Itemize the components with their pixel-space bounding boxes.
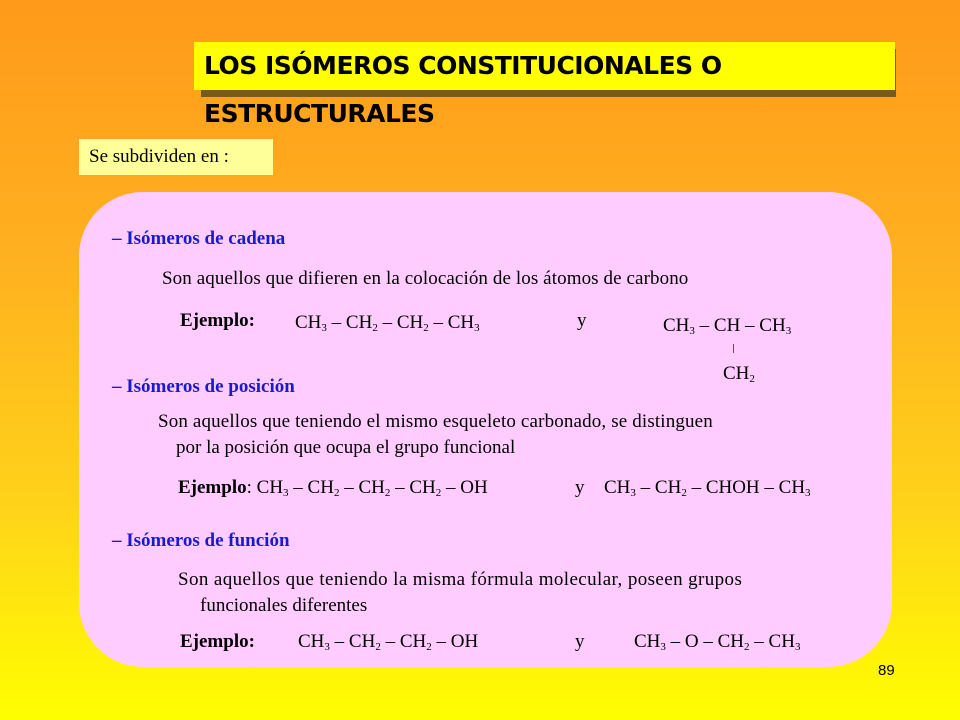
page-title: LOS ISÓMEROS CONSTITUCIONALES O ESTRUCTURALES [194, 42, 895, 90]
funcion-formula-b: $CH_3$ – O – $CH_2 - CH_3$ [634, 631, 801, 653]
section-posicion-example-label: Ejemplo [178, 477, 247, 498]
section-funcion-description-line2: funcionales diferentes [200, 595, 368, 616]
section-cadena-title: Isómeros de cadena [126, 228, 286, 249]
dash-bullet: – [112, 228, 122, 249]
section-posicion-heading [112, 376, 295, 398]
example-colon: : [246, 477, 252, 498]
cadena-formula-a: $CH_3 - CH_2 - CH_2 - CH_3$ [295, 312, 480, 334]
cadena-formula-b-branch: $CH_2$ [723, 363, 755, 385]
section-posicion-description-line1: Son aquellos que teniendo el mismo esqueleto carbonado, se distinguen [158, 411, 713, 432]
section-posicion-title: Isómeros de posición [126, 376, 295, 397]
posicion-formula-b: $CH_3 - CH_2$ – CHOH – $CH_3$ [604, 477, 811, 499]
posicion-example-row: Ejemplo: $CH_3 - CH_2 - CH_2 - CH_2$ – OH [178, 477, 488, 499]
section-funcion-title: Isómeros de función [126, 530, 290, 551]
bond-line [733, 344, 734, 353]
page-number: 89 [878, 662, 895, 679]
section-funcion-connector: y [575, 631, 585, 652]
cadena-formula-b: $CH_3$ – CH – $CH_3$ [663, 315, 792, 337]
section-funcion-description-line1: Son aquellos que teniendo la misma fórmula molecular, poseen grupos [178, 569, 743, 590]
dash-bullet: – [112, 376, 122, 397]
funcion-formula-a: $CH_3 - CH_2 - CH_2$ – OH [298, 631, 479, 653]
section-cadena-description: Son aquellos que difieren en la colocación de los átomos de carbono [162, 268, 689, 289]
dash-bullet: – [112, 530, 122, 551]
section-cadena-example-label: Ejemplo: [180, 310, 255, 331]
section-funcion-heading [112, 530, 290, 552]
subtitle-box: Se subdividen en : [79, 139, 273, 175]
section-funcion-example-label: Ejemplo: [180, 631, 255, 652]
section-cadena-heading [112, 228, 285, 250]
section-cadena-connector: y [577, 310, 587, 331]
section-posicion-connector: y [575, 477, 585, 498]
section-posicion-description-line2: por la posición que ocupa el grupo funcional [176, 437, 516, 458]
